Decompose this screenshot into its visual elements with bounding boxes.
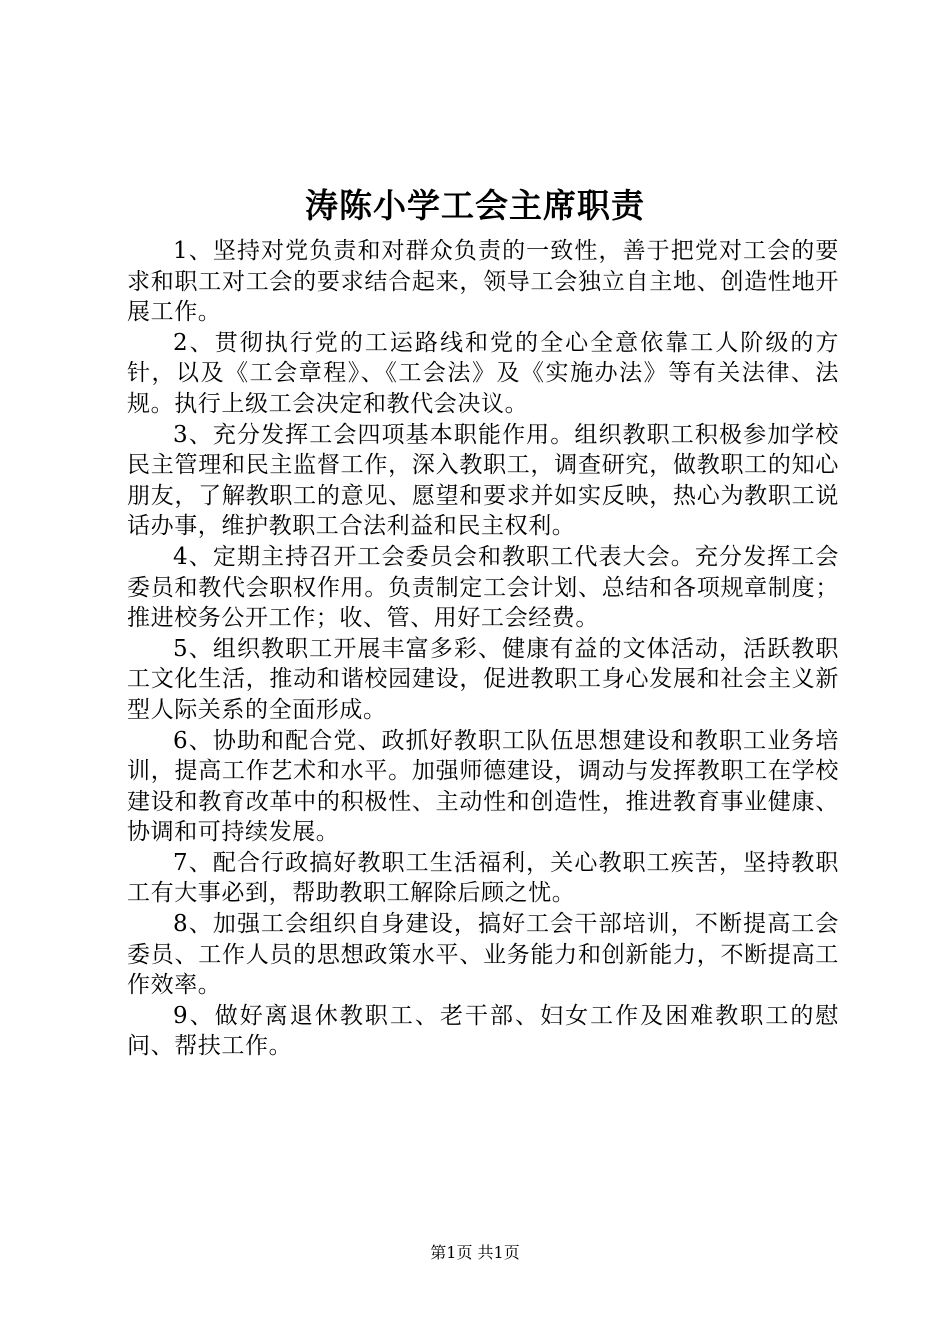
paragraph-2: 2、贯彻执行党的工运路线和党的全心全意依靠工人阶级的方针，以及《工会章程》、《工会法》及《实施办法》等有关法律、法规。执行上级工会决定和教代会决议。: [127, 329, 839, 417]
paragraph-4: 4、定期主持召开工会委员会和教职工代表大会。充分发挥工会委员和教代会职权作用。负责制定工会计划、总结和各项规章制度；推进校务公开工作；收、管、用好工会经费。: [127, 543, 839, 632]
paragraph-1: 1、坚持对党负责和对群众负责的一致性，善于把党对工会的要求和职工对工会的要求结合起来，领导工会独立自主地、创造性地开展工作。: [127, 238, 839, 326]
paragraph-5: 5、组织教职工开展丰富多彩、健康有益的文体活动，活跃教职工文化生活，推动和谐校园建设，促进教职工身心发展和社会主义新型人际关系的全面形成。: [127, 635, 839, 723]
paragraph-6: 6、协助和配合党、政抓好教职工队伍思想建设和教职工业务培训，提高工作艺术和水平。加强师德建设，调动与发挥教职工在学校建设和教育改革中的积极性、主动性和创造性，推进教育事业健康、协调和可持续发展。: [127, 727, 839, 846]
page-footer: 第1页 共1页: [430, 1243, 520, 1262]
document-body: [127, 236, 839, 1062]
paragraph-9: 9、做好离退休教职工、老干部、妇女工作及困难教职工的慰问、帮扶工作。: [127, 1002, 839, 1060]
paragraph-8: 8、加强工会组织自身建设，搞好工会干部培训，不断提高工会委员、工作人员的思想政策水平、业务能力和创新能力，不断提高工作效率。: [127, 911, 839, 999]
document-title: 涛陈小学工会主席职责: [305, 186, 645, 225]
paragraph-7: 7、配合行政搞好教职工生活福利，关心教职工疾苦，坚持教职工有大事必到，帮助教职工解除后顾之忧。: [127, 849, 839, 907]
paragraph-3: 3、充分发挥工会四项基本职能作用。组织教职工积极参加学校民主管理和民主监督工作，深入教职工，调查研究，做教职工的知心朋友，了解教职工的意见、愿望和要求并如实反映，热心为教职工说话办事，维护教职工合法利益和民主权利。: [127, 421, 839, 540]
